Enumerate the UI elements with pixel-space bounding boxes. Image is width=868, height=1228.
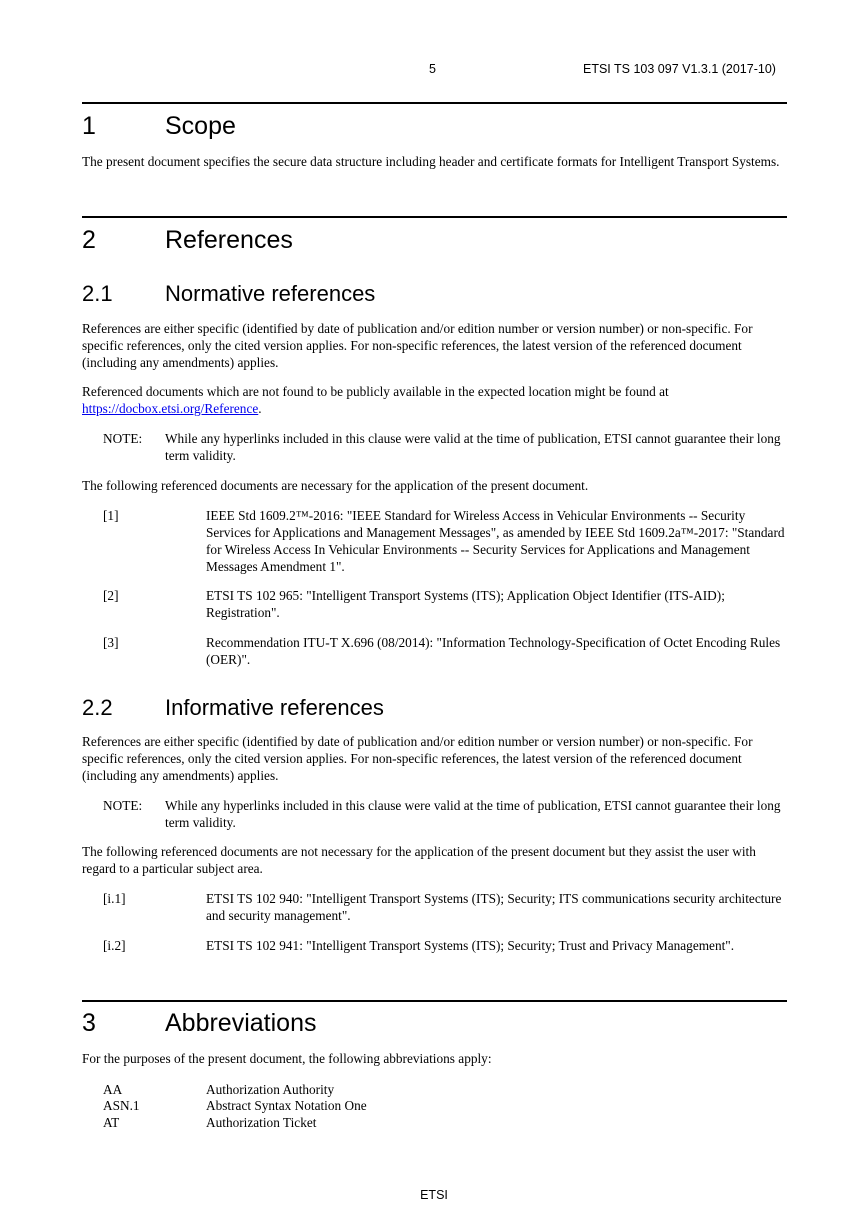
heading-number: 2.2	[82, 695, 113, 720]
reference-text: Recommendation ITU-T X.696 (08/2014): "Information Technology-Specification of Octet Encoding Rules (OER)".	[206, 635, 781, 667]
document-id: ETSI TS 103 097 V1.3.1 (2017-10)	[583, 62, 776, 76]
section-rule	[82, 102, 787, 104]
abbreviation-meaning: Authorization Authority	[206, 1082, 335, 1097]
reference-item	[103, 634, 787, 668]
docbox-text: Referenced documents which are not found to be publicly available in the expected location might be found at	[82, 384, 669, 399]
page-footer: ETSI	[420, 1188, 448, 1202]
reference-item	[103, 587, 787, 621]
section-rule	[82, 216, 787, 218]
heading-title: Informative references	[165, 695, 384, 720]
note-label: NOTE:	[103, 798, 143, 813]
reference-label: [i.1]	[103, 891, 126, 906]
abbreviation-item	[103, 1114, 316, 1131]
scope-paragraph: The present document specifies the secure data structure including header and certificate formats for Intelligent Transport Systems.	[82, 154, 780, 169]
abbreviation-item	[103, 1097, 367, 1114]
reference-text: IEEE Std 1609.2™-2016: "IEEE Standard for Wireless Access in Vehicular Environments -- Security Services for Applications and Management Messages", as amended by IEEE Std 1609.2a™-2017: "Standard for Wireless Access In Vehicular Environments -- Security Services for Applications and Management Messages Amendment 1".	[206, 508, 785, 574]
heading-number: 2	[82, 226, 96, 254]
normative-lead-paragraph: The following referenced documents are necessary for the application of the present document.	[82, 478, 589, 493]
note-normative	[103, 430, 787, 464]
section-rule	[82, 1000, 787, 1002]
reference-label: [i.2]	[103, 938, 126, 953]
reference-label: [2]	[103, 588, 119, 603]
heading-title: Abbreviations	[165, 1009, 317, 1037]
heading-abbreviations	[82, 1008, 316, 1038]
note-label: NOTE:	[103, 431, 143, 446]
reference-item	[103, 507, 787, 575]
reference-item	[103, 937, 787, 954]
abbreviation-term: AA	[103, 1082, 123, 1097]
reference-label: [3]	[103, 635, 119, 650]
heading-number: 3	[82, 1009, 96, 1037]
abbreviation-term: ASN.1	[103, 1098, 140, 1113]
docbox-link[interactable]: https://docbox.etsi.org/Reference	[82, 401, 259, 416]
note-informative	[103, 797, 787, 831]
abbreviation-meaning: Authorization Ticket	[206, 1115, 317, 1130]
abbreviations-lead-paragraph: For the purposes of the present document, the following abbreviations apply:	[82, 1051, 492, 1066]
reference-item	[103, 890, 787, 924]
abbreviation-term: AT	[103, 1115, 120, 1130]
reference-label: [1]	[103, 508, 119, 523]
note-text: While any hyperlinks included in this clause were valid at the time of publication, ETSI cannot guarantee their long term validity.	[165, 431, 781, 463]
reference-text: ETSI TS 102 941: "Intelligent Transport Systems (ITS); Security; Trust and Privacy Management".	[206, 938, 735, 953]
abbreviation-item	[103, 1081, 334, 1098]
reference-text: ETSI TS 102 965: "Intelligent Transport Systems (ITS); Application Object Identifier (ITS-AID); Registration".	[206, 588, 725, 620]
page-number: 5	[429, 62, 436, 76]
abbreviation-meaning: Abstract Syntax Notation One	[206, 1098, 367, 1113]
note-text: While any hyperlinks included in this clause were valid at the time of publication, ETSI cannot guarantee their long term validity.	[165, 798, 781, 830]
heading-number: 1	[82, 112, 96, 140]
heading-normative-references	[82, 281, 375, 307]
docbox-period: .	[258, 401, 262, 416]
docbox-paragraph	[82, 383, 787, 417]
normative-intro-paragraph: References are either specific (identified by date of publication and/or edition number or version number) or non-specific. For specific references, only the cited version applies. For non-specific references, the latest version of the referenced document (including any amendments) applies.	[82, 321, 753, 370]
reference-text: ETSI TS 102 940: "Intelligent Transport Systems (ITS); Security; ITS communications security architecture and security management".	[206, 891, 782, 923]
heading-informative-references	[82, 695, 384, 721]
heading-title: Normative references	[165, 281, 376, 306]
heading-title: Scope	[165, 112, 236, 140]
heading-references	[82, 225, 293, 255]
heading-title: References	[165, 226, 293, 254]
heading-scope	[82, 111, 236, 141]
informative-lead-paragraph: The following referenced documents are not necessary for the application of the present document but they assist the user with regard to a particular subject area.	[82, 844, 756, 876]
informative-intro-paragraph: References are either specific (identified by date of publication and/or edition number or version number) or non-specific. For specific references, only the cited version applies. For non-specific references, the latest version of the referenced document (including any amendments) applies.	[82, 734, 753, 783]
heading-number: 2.1	[82, 281, 113, 306]
